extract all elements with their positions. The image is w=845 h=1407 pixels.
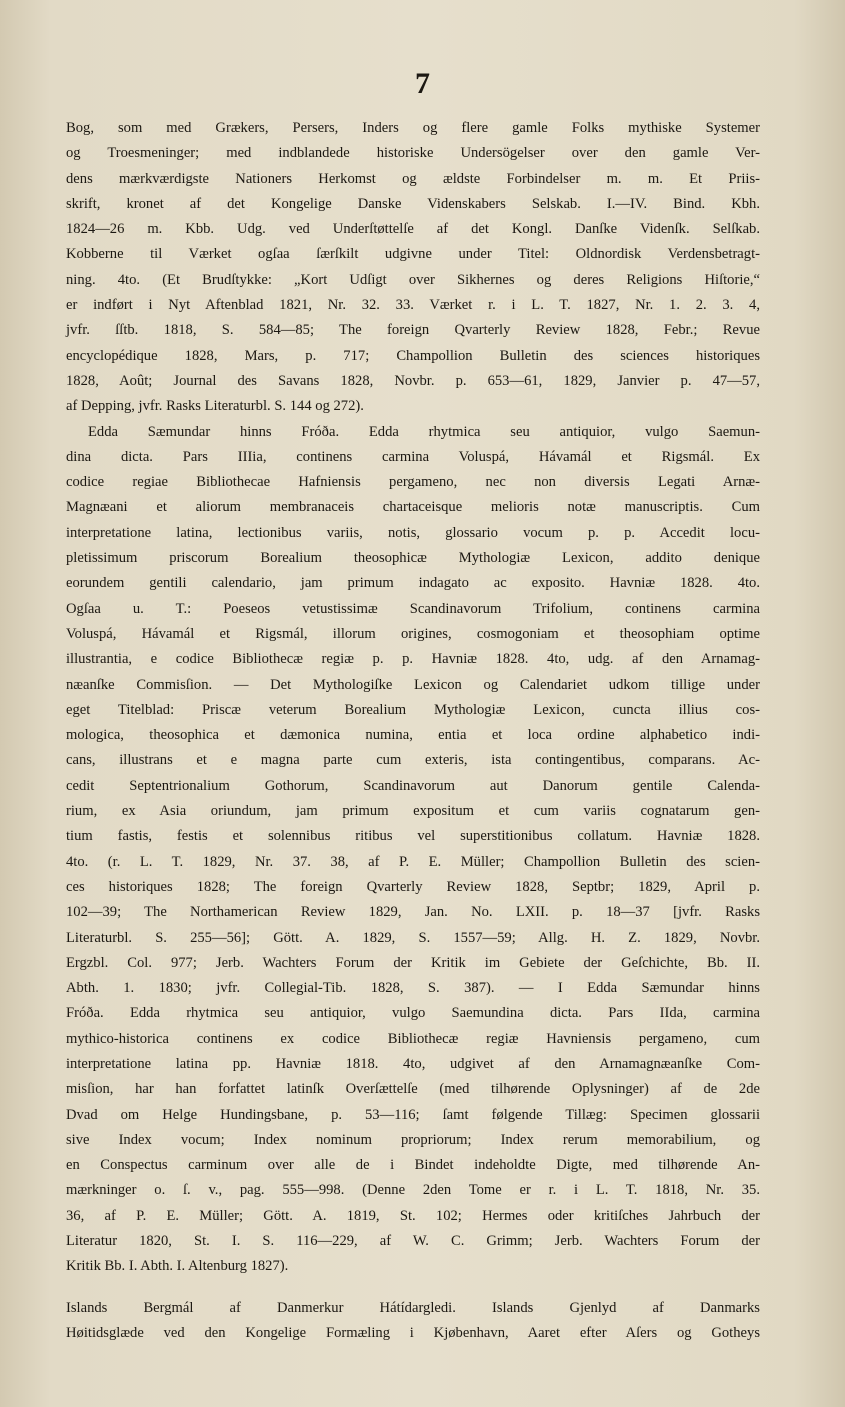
text-line: Magnæani et aliorum membranaceis chartaceisque melioris notæ manuscriptis. Cum [66,499,760,516]
text-line: rium, ex Asia oriundum, jam primum expositum et cum variis cognatarum gen- [66,803,760,820]
text-line: misſion, har han forfattet latinſk Overſættelſe (med tilhørende Oplysninger) af de 2de [66,1081,760,1098]
text-line: Voluspá, Hávamál et Rigsmál, illorum origines, cosmogoniam et theosophiam optime [66,625,760,642]
text-line: Høitidsglæde ved den Kongelige Formæling i Kjøbenhavn, Aaret efter Aſers og Gotheys [66,1324,760,1341]
text-line: Literaturbl. S. 255—56]; Gött. A. 1829, S. 1557—59; Allg. H. Z. 1829, Novbr. [66,929,760,946]
page-number: 7 [415,67,430,100]
text-line: Dvad om Helge Hundingsbane, p. 53—116; ſamt følgende Tillæg: Specimen glossarii [66,1106,760,1123]
text-line: eget Titelblad: Priscæ veterum Borealium Mythologiæ Lexicon, cuncta illius cos- [66,701,760,718]
text-line: interpretatione latina, lectionibus variis, notis, glossario vocum p. p. Accedit locu- [66,524,760,541]
text-line: illustrantia, e codice Bibliothecæ regiæ p. p. Havniæ 1828. 4to, udg. af den Arnamag- [66,651,760,668]
text-line: codice regiae Bibliothecae Hafniensis pergameno, nec non diversis Legati Arnæ- [66,474,760,491]
text-line: en Conspectus carminum over alle de i Bindet indeholdte Digte, med tilhørende An- [66,1157,760,1174]
text-line: pletissimum priscorum Borealium theosophicæ Mythologiæ Lexicon, addito denique [66,550,760,567]
text-line: Ergzbl. Col. 977; Jerb. Wachters Forum der Kritik im Gebiete der Geſchichte, Bb. II. [66,954,760,971]
text-line: skrift, kronet af det Kongelige Danske Videnskabers Selskab. I.—IV. Bind. Kbh. [66,195,760,212]
text-line: cans, illustrans et e magna parte cum exteris, ista contingentibus, comparans. Ac- [66,752,760,769]
text-line: Islands Bergmál af Danmerkur Hátídargledi. Islands Gjenlyd af Danmarks [66,1299,760,1316]
text-line: dens mærkværdigste Nationers Herkomst og ældste Forbindelser m. m. Et Priis- [66,170,760,187]
text-line: mologica, theosophica et dæmonica numina, entia et loca ordine alphabetico indi- [66,727,760,744]
text-line: næanſke Commisſion. — Det Mythologiſke Lexicon og Calendariet udkom tillige under [66,676,760,693]
text-line: tium fastis, festis et solennibus ritibus vel superstitionibus collatum. Havniæ 1828. [66,828,760,845]
text-line: ning. 4to. (Et Brudſtykke: „Kort Udſigt over Sikhernes og deres Religions Hiſtorie,“ [66,271,760,288]
text-line: Kritik Bb. I. Abth. I. Altenburg 1827). [66,1258,289,1275]
text-line: mythico-historica continens ex codice Bibliothecæ regiæ Havniensis pergameno, cum [66,1030,760,1047]
text-line: og Troesmeninger; med indblandede historiske Undersögelser over den gamle Ver- [66,145,760,162]
text-line: 4to. (r. L. T. 1829, Nr. 37. 38, af P. E. Müller; Champollion Bulletin des scien- [66,853,760,870]
text-line: 1828, Août; Journal des Savans 1828, Novbr. p. 653—61, 1829, Janvier p. 47—57, [66,372,760,389]
text-line: 1824—26 m. Kbb. Udg. ved Underſtøttelſe af det Kongl. Danſke Videnſk. Selſkab. [66,221,760,238]
text-line: 102—39; The Northamerican Review 1829, Jan. No. LXII. p. 18—37 [jvfr. Rasks [66,904,760,921]
text-line: dina dicta. Pars IIIia, continens carmina Voluspá, Hávamál et Rigsmál. Ex [66,448,760,465]
text-line: eorundem gentili calendario, jam primum indagato ac exposito. Havniæ 1828. 4to. [66,575,760,592]
text-line: 36, af P. E. Müller; Gött. A. 1819, St. 102; Hermes oder kritiſches Jahrbuch der [66,1207,760,1224]
text-line: Abth. 1. 1830; jvfr. Collegial-Tib. 1828, S. 387). — I Edda Sæmundar hinns [66,980,760,997]
text-line: Ogſaa u. T.: Poeseos vetustissimæ Scandinavorum Trifolium, continens carmina [66,600,760,617]
text-line: jvfr. ſſtb. 1818, S. 584—85; The foreign Qvarterly Review 1828, Febr.; Revue [66,322,760,339]
text-line: sive Index vocum; Index nominum propriorum; Index rerum memorabilium, og [66,1131,760,1148]
text-line: ces historiques 1828; The foreign Qvarterly Review 1828, Septbr; 1829, April p. [66,878,760,895]
text-line: cedit Septentrionalium Gothorum, Scandinavorum aut Danorum gentile Calenda- [66,777,760,794]
text-line: Fróða. Edda rhytmica seu antiquior, vulgo Saemundina dicta. Pars IIda, carmina [66,1005,760,1022]
text-line: mærkninger o. ſ. v., pag. 555—998. (Denne 2den Tome er r. i L. T. 1818, Nr. 35. [66,1182,760,1199]
text-line: interpretatione latina pp. Havniæ 1818. 4to, udgivet af den Arnamagnæanſke Com- [66,1055,760,1072]
text-line: Bog, som med Grækers, Persers, Inders og flere gamle Folks mythiske Systemer [66,120,760,136]
text-line: er indført i Nyt Aftenblad 1821, Nr. 32. 33. Værket r. i L. T. 1827, Nr. 1. 2. 3. 4, [66,297,760,314]
page-body-text [66,116,760,1346]
text-line: encyclopédique 1828, Mars, p. 717; Champollion Bulletin des sciences historiques [66,347,760,364]
text-line: af Depping, jvfr. Rasks Literaturbl. S. 144 og 272). [66,398,364,415]
text-line: Edda Sæmundar hinns Fróða. Edda rhytmica seu antiquior, vulgo Saemun- [88,423,760,440]
text-line: Literatur 1820, St. I. S. 116—229, af W. C. Grimm; Jerb. Wachters Forum der [66,1233,760,1250]
text-line: Kobberne til Værket ogſaa ſærſkilt udgivne under Titel: Oldnordisk Verdensbetragt- [66,246,760,263]
